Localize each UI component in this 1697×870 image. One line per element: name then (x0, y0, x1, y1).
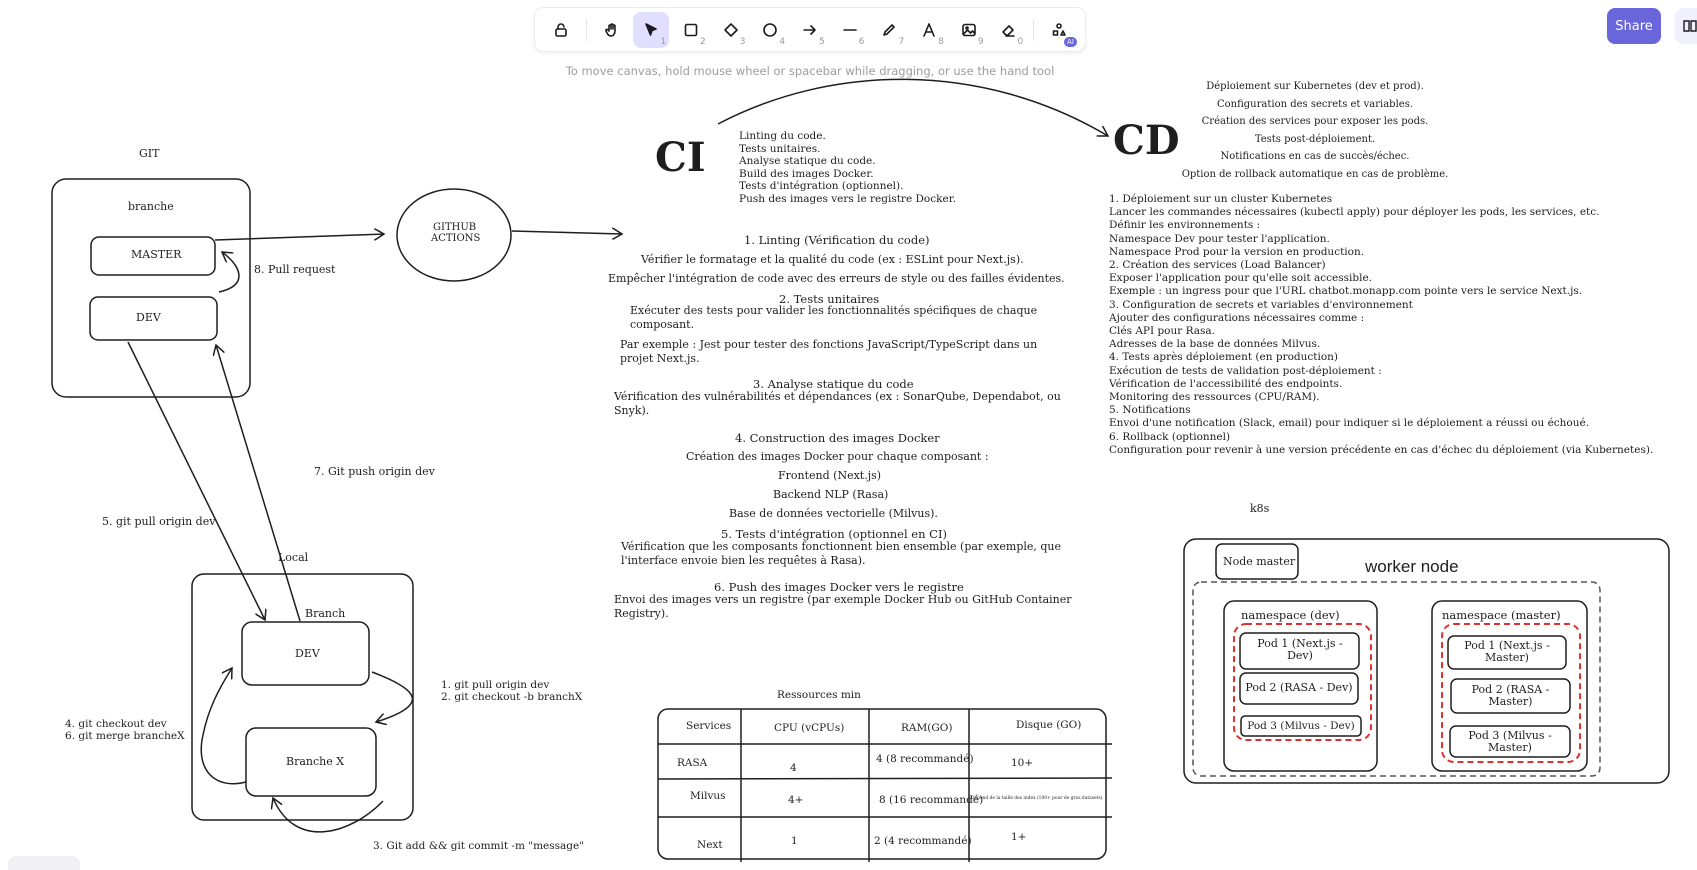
eraser-icon[interactable] (991, 12, 1027, 48)
local-branchx-label: Branche X (286, 755, 345, 768)
line-icon[interactable] (832, 12, 868, 48)
ellipse-icon[interactable] (752, 12, 788, 48)
ci-summary-item: Analyse statique du code. (739, 155, 876, 167)
ci-summary-item: Build des images Docker. (739, 167, 874, 180)
ci-title: CI (655, 134, 706, 181)
table-cell: 2 (4 recommandé) (874, 835, 972, 847)
library-icon (1682, 18, 1697, 34)
table-cell: 4 (8 recommandé) (876, 753, 974, 765)
ci-s4-line: Frontend (Next.js) (778, 469, 882, 482)
table-header: RAM(GO) (901, 722, 953, 734)
pod-label: Pod 2 (RASA - Master) (1471, 683, 1550, 708)
ci-s6-line: Registry). (614, 607, 669, 620)
cd-summary-item: Tests post-déploiement. (1254, 133, 1376, 145)
ci-s3-title: 3. Analyse statique du code (753, 377, 914, 391)
ci-summary-item: Push des images vers le registre Docker. (739, 192, 956, 205)
pod-label: Pod 3 (Milvus - Dev) (1247, 720, 1355, 732)
ci-s6-line: Envoi des images vers un registre (par exemple Docker Hub ou GitHub Container (614, 593, 1072, 606)
arrow-ci-to-cd[interactable] (718, 79, 1108, 136)
table-header: Disque (GO) (1016, 719, 1082, 731)
arrow-git-pull[interactable] (128, 342, 265, 620)
toolbar (535, 8, 1085, 51)
ci-s2-line: projet Next.js. (620, 352, 700, 365)
ai-badge: AI (1064, 37, 1077, 47)
table-cell: Next (697, 839, 723, 851)
lock-icon[interactable] (543, 12, 579, 48)
ci-s2-line: Exécuter des tests pour valider les fonctionnalités spécifiques de chaque (630, 304, 1038, 317)
table-cell: 4+ (788, 794, 804, 806)
arrow-commit[interactable] (273, 798, 383, 832)
cd-detail-line: Envoi d'une notification (Slack, email) pour indiquer si le déploiement a réussi ou échoué. (1109, 417, 1590, 430)
arrow-pull-request[interactable] (219, 252, 239, 292)
cd-title: CD (1113, 117, 1180, 164)
cd-detail-line: 3. Configuration de secrets et variables d'environnement (1109, 298, 1413, 311)
cd-detail-line: Exemple : un ingress pour que l'URL chatbot.monapp.com pointe vers le service Next.js. (1109, 285, 1583, 298)
git-pull-label: 5. git pull origin dev (102, 515, 216, 528)
tool-key: 7 (898, 36, 905, 47)
git-push-label: 7. Git push origin dev (314, 465, 435, 478)
selection-icon[interactable] (633, 12, 669, 48)
pencil-icon[interactable] (871, 12, 907, 48)
ci-summary-item: Tests d'intégration (optionnel). (739, 180, 904, 192)
cd-detail-line: Clés API pour Rasa. (1109, 325, 1216, 338)
node-master-label: Node master (1223, 555, 1296, 568)
cmd-3: 3. Git add && git commit -m "message" (373, 840, 585, 852)
table-cell: 1+ (1011, 831, 1027, 843)
cd-summary-item: Déploiement sur Kubernetes (dev et prod). (1206, 81, 1424, 92)
pod-label: Pod 1 (Next.js - Dev) (1257, 637, 1343, 662)
pull-request-label: 8. Pull request (254, 263, 336, 276)
ci-s5-line: l'interface envoie bien les requêtes à Rasa). (621, 554, 866, 567)
cd-summary-item: Notifications en cas de succès/échec. (1220, 151, 1410, 162)
cd-detail-line: 1. Déploiement sur un cluster Kubernetes (1109, 193, 1333, 205)
github-actions-line2: ACTIONS (431, 233, 481, 244)
git-title: GIT (139, 147, 160, 160)
cd-detail-line: Adresses de la base de données Milvus. (1109, 338, 1321, 351)
library-button[interactable] (1675, 8, 1697, 44)
table-cell: 1 (791, 835, 798, 847)
ci-s5-line: Vérification que les composants fonctionnent bien ensemble (par exemple, que (621, 540, 1062, 553)
ci-s1-line: Empêcher l'intégration de code avec des erreurs de style ou des failles évidentes. (608, 272, 1065, 285)
ci-s4-line: Backend NLP (Rasa) (773, 488, 889, 501)
ci-s4-title: 4. Construction des images Docker (735, 431, 940, 445)
local-title: Local (278, 551, 309, 564)
table-header: Services (686, 720, 732, 732)
canvas-hint: To move canvas, hold mouse wheel or spacebar while dragging, or use the hand tool (565, 64, 1055, 78)
zoom-controls[interactable] (8, 856, 80, 870)
pod-label: Pod 2 (RASA - Dev) (1245, 681, 1353, 694)
cd-summary-item: Création des services pour exposer les pods. (1201, 116, 1429, 127)
cd-detail-line: Définir les environnements : (1109, 219, 1261, 232)
tool-key: 5 (819, 36, 825, 47)
arrow-checkout-branch[interactable] (372, 672, 412, 722)
table-cell: 4 (790, 762, 797, 774)
cd-detail-line: Exposer l'application pour qu'elle soit accessible. (1109, 272, 1373, 285)
rectangle-icon[interactable] (673, 12, 709, 48)
pod-label: Pod 3 (Milvus - Master) (1468, 729, 1552, 754)
cd-detail-line: 4. Tests après déploiement (en production) (1109, 351, 1339, 364)
shapes-ai-icon[interactable] (1041, 12, 1077, 48)
ci-s4-line: Base de données vectorielle (Milvus). (729, 507, 938, 520)
table-cell: RASA (677, 757, 708, 769)
tool-key: 8 (938, 36, 944, 47)
arrow-git-push[interactable] (216, 345, 300, 621)
hand-icon[interactable] (594, 12, 630, 48)
ci-summary (739, 130, 956, 205)
master-label: MASTER (131, 248, 182, 261)
cd-summary (1165, 78, 1465, 183)
k8s-title: k8s (1250, 502, 1270, 515)
arrow-master-to-actions[interactable] (215, 234, 384, 240)
image-icon[interactable] (951, 12, 987, 48)
cd-detail-line: Lancer les commandes nécessaires (kubectl apply) pour déployer les pods, les services, etc. (1109, 206, 1600, 219)
cd-detail-line: 5. Notifications (1109, 404, 1191, 417)
cd-detail-line: Namespace Prod pour la version en production. (1109, 245, 1365, 258)
text-icon[interactable] (911, 12, 947, 48)
ci-s3-line: Snyk). (614, 404, 650, 417)
share-button[interactable]: Share (1607, 8, 1661, 44)
ci-s2-line: composant. (630, 318, 695, 331)
ns-master-label: namespace (master) (1442, 608, 1561, 622)
cmd-2: 2. git checkout -b branchX (441, 691, 583, 703)
local-branch-label: Branch (305, 607, 346, 620)
tool-key: 0 (1017, 36, 1024, 47)
ns-dev-label: namespace (dev) (1241, 608, 1340, 622)
arrow-merge[interactable] (201, 668, 246, 784)
tool-key: 4 (779, 36, 786, 47)
table-cell: Milvus (690, 790, 726, 802)
ci-summary-item: Tests unitaires. (739, 142, 821, 155)
cmd-1: 1. git pull origin dev (441, 679, 550, 691)
table-cell: 8 (16 recommandé) (879, 794, 984, 806)
ci-s3-line: Vérification des vulnérabilités et dépendances (ex : SonarQube, Dependabot, ou (614, 390, 1061, 403)
arrow-actions-to-ci[interactable] (512, 231, 622, 234)
cd-detail-line: Ajouter des configurations nécessaires comme : (1109, 311, 1365, 324)
ci-s1-line: Vérifier le formatage et la qualité du code (ex : ESLint pour Next.js). (641, 253, 1024, 266)
cd-detail-line: 6. Rollback (optionnel) (1109, 430, 1231, 443)
ci-s6-title: 6. Push des images Docker vers le registre (714, 580, 964, 594)
cd-detail-line: Exécution de tests de validation post-déploiement : (1109, 364, 1382, 377)
pod-label: Pod 1 (Next.js - Master) (1464, 639, 1550, 664)
ci-s1-title: 1. Linting (Vérification du code) (744, 233, 930, 247)
github-actions-line1: GITHUB (433, 222, 477, 233)
dev-label: DEV (136, 311, 161, 324)
ci-summary-item: Linting du code. (739, 130, 826, 142)
worker-node-label: worker node (1365, 557, 1459, 576)
cd-detail-line: Namespace Dev pour tester l'application. (1109, 232, 1330, 245)
cmd-6: 6. git merge brancheX (65, 730, 185, 742)
diamond-icon[interactable] (713, 12, 749, 48)
cd-details (1109, 193, 1653, 457)
cd-detail-line: Configuration pour revenir à une version précédente en cas d'échec du déploiement (via Kubernetes). (1109, 443, 1654, 456)
tool-key: 9 (977, 36, 984, 47)
table-header: CPU (vCPUs) (774, 722, 845, 734)
table-cell: Dépend de la taille des index (100+ pour de gros datasets) (971, 796, 1103, 801)
cd-summary-item: Configuration des secrets et variables. (1216, 98, 1414, 110)
cd-detail-line: 2. Création des services (Load Balancer) (1109, 259, 1326, 272)
cd-detail-line: Vérification de l'accessibilité des endpoints. (1109, 377, 1343, 390)
cd-summary-item: Option de rollback automatique en cas de problème. (1181, 168, 1449, 180)
ci-s4-line: Création des images Docker pour chaque composant : (686, 450, 989, 463)
cmd-4: 4. git checkout dev (65, 718, 167, 730)
tool-key: 6 (858, 36, 865, 47)
resources-title: Ressources min (777, 689, 861, 701)
table-cell: 10+ (1011, 757, 1034, 769)
ci-s2-line: Par exemple : Jest pour tester des fonctions JavaScript/TypeScript dans un (620, 338, 1038, 351)
tool-key: 3 (739, 36, 746, 47)
arrow-icon[interactable] (792, 12, 828, 48)
tool-key: 1 (660, 36, 667, 47)
ci-s2-title: 2. Tests unitaires (779, 292, 880, 306)
ci-s5-title: 5. Tests d'intégration (optionnel en CI) (721, 527, 947, 541)
tool-key: 2 (700, 36, 706, 47)
git-branch-label: branche (128, 200, 174, 213)
local-dev-label: DEV (295, 647, 320, 660)
cd-detail-line: Monitoring des ressources (CPU/RAM). (1109, 391, 1320, 404)
